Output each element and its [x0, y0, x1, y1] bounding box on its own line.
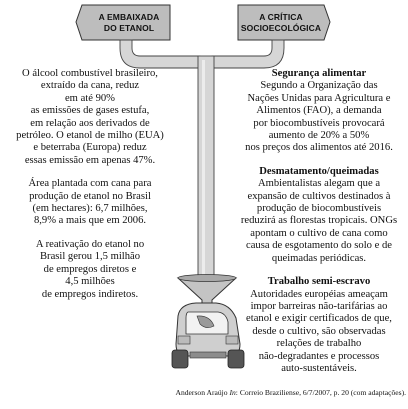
source-credit: Anderson Araújo In: Correio Braziliense, 6/7/2007, p. 20 (com adaptações). [175, 388, 406, 397]
credit-details: , 6/7/2007, p. 20 (com adaptações). [299, 388, 406, 397]
text-line: etanol e exigir certificados de que, [246, 313, 392, 325]
section-deforestation [234, 166, 404, 265]
text-line: Segundo a Organização das [260, 80, 378, 92]
text-line: Brasil gerou 1,5 milhão [39, 251, 141, 263]
section-slave-labor [234, 276, 404, 375]
text-line: causa de esgotamento do solo e de [246, 240, 392, 252]
left-paragraph-jobs [2, 239, 178, 301]
text-line: Autoridades européias ameaçam [250, 288, 388, 300]
left-pipe [120, 40, 200, 68]
text-line: Ambientalistas alegam que a [257, 178, 381, 190]
text-line: (em hectares): 6,7 milhões, [32, 203, 148, 215]
text-line: queimadas periódicas. [271, 252, 367, 264]
text-line: apontam o cultivo de cana como [250, 227, 388, 239]
left-column [2, 68, 178, 312]
text-line: produção de biocombustíveis [256, 203, 382, 215]
text-line: extraído da cana, reduz [40, 80, 140, 92]
text-line: impor barreiras não-tarifárias ao [250, 300, 388, 312]
text-line: 8,9% a mais que em 2006. [33, 215, 147, 227]
banner-ethanol-embassy [88, 6, 170, 40]
banner-left-line1: A EMBAIXADA [98, 12, 160, 22]
text-line: nos preços dos alimentos até 2016. [245, 142, 393, 154]
section-heading: Segurança alimentar [271, 68, 367, 79]
text-line: 4,5 milhões [65, 276, 115, 288]
text-line: Alimentos (FAO), a demanda [256, 105, 382, 117]
text-line: as emissões de gases estufa, [30, 105, 150, 117]
section-food-security [234, 68, 404, 155]
text-line: Nações Unidas para Agricultura e [247, 92, 391, 104]
left-paragraph-area [2, 178, 178, 228]
text-line: em relação aos derivados de [30, 117, 150, 129]
left-paragraph-emissions [2, 68, 178, 167]
banner-right-line2: SOCIOECOLÓGICA [240, 23, 322, 33]
text-line: de empregos indiretos. [41, 288, 139, 300]
banner-right-line1: A CRÍTICA [259, 12, 303, 22]
credit-in: In [229, 388, 236, 397]
text-line: não-degradantes e processos [258, 350, 380, 362]
banner-left-line2: DO ETANOL [103, 23, 155, 33]
text-line: Área plantada com cana para [28, 178, 152, 190]
text-line: expansão de cultivos destinados à [247, 190, 391, 202]
text-line: O álcool combustível brasileiro, [22, 68, 158, 79]
text-line: em até 90% [64, 92, 115, 104]
right-column [234, 68, 404, 386]
text-line: aumento de 20% a 50% [268, 130, 370, 142]
text-line: auto-sustentáveis. [281, 362, 357, 374]
text-line: e beterraba (Europa) reduz [33, 142, 147, 154]
central-pipe [198, 56, 214, 282]
credit-author: Anderson Araújo [175, 388, 228, 397]
credit-source: Correio Braziliense [239, 388, 300, 397]
text-line: reduzirá as florestas tropicais. ONGs [240, 215, 398, 227]
text-line: produção de etanol no Brasil [29, 190, 151, 202]
text-line: por biocombustíveis provocará [253, 117, 385, 129]
section-heading: Desmatamento/queimadas [259, 165, 379, 177]
text-line: de empregos diretos e [43, 263, 137, 275]
section-heading: Trabalho semi-escravo [267, 276, 371, 288]
right-pipe [212, 40, 284, 68]
text-line: desde o cultivo, são observadas [252, 325, 386, 337]
text-line: A reativação do etanol no [35, 238, 145, 250]
banner-socioecological-critique [238, 6, 324, 40]
text-line: essas emissão em apenas 47%. [24, 154, 156, 166]
text-line: relações de trabalho [276, 338, 362, 350]
text-line: petróleo. O etanol de milho (EUA) [16, 130, 164, 142]
